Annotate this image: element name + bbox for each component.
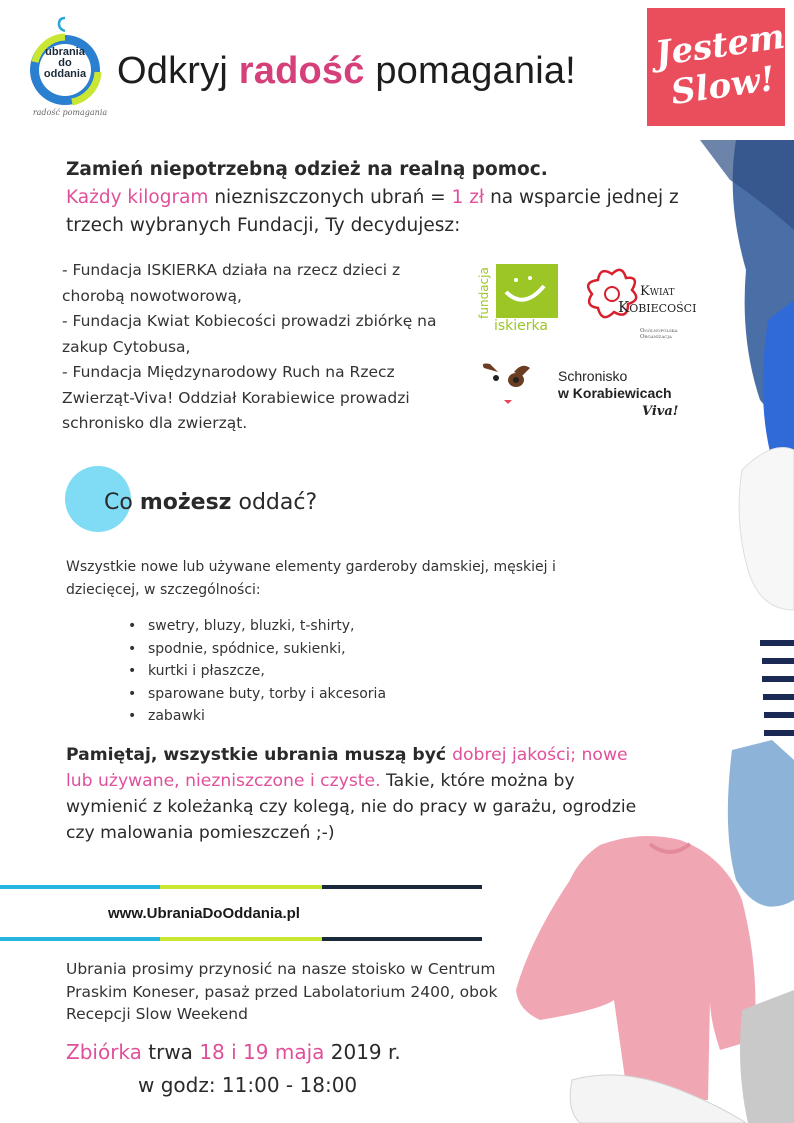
section-title-c: oddać? (231, 490, 318, 515)
intro-text (66, 156, 686, 240)
list-item: • sparowane buty, torby i akcesoria (128, 683, 386, 706)
headline-part1: Odkryj (117, 50, 239, 92)
donation-items-list (128, 615, 386, 728)
logo-line3: oddania (43, 68, 87, 80)
collection-dates (66, 1040, 401, 1064)
collection-hours: w godz: 11:00 - 18:00 (138, 1073, 358, 1097)
iskierka-bottom-text: iskierka (494, 318, 548, 334)
dog-face-icon (478, 360, 534, 410)
dates-mid: trwa (141, 1040, 200, 1064)
badge-line2: Slow! (668, 58, 778, 114)
dates-highlight1: Zbiórka (66, 1040, 142, 1064)
schronisko-line1: Schronisko (558, 368, 628, 384)
slow-weekend-badge (647, 8, 788, 126)
remember-part2: Takie, które można by wymienić z koleżanką czy kolegą, nie do pracy w garażu, ogrodzie czy malowania pomieszczeń ;-) (66, 771, 637, 843)
page-headline (117, 50, 576, 93)
list-item: • kurtki i płaszcze, (128, 660, 386, 683)
brand-logo (22, 12, 108, 124)
remember-highlight: dobrej jakości; nowe lub używane, niezniszczone i czyste. (66, 745, 628, 791)
intro-highlight1: Każdy kilogram (66, 187, 209, 208)
section-intro: Wszystkie nowe lub używane elementy garderoby damskiej, męskiej i dziecięcej, w szczególności: (66, 559, 556, 598)
section-title (104, 490, 317, 515)
section-title-a: Co (104, 490, 140, 515)
intro-highlight2: 1 zł (451, 187, 485, 208)
kwiat-kobiecosci-logo (580, 262, 710, 342)
viva-text: Viva! (642, 404, 679, 419)
logo-tagline: radość pomagania (32, 108, 108, 117)
foundation-item: - Fundacja Kwiat Kobiecości prowadzi zbiórkę na zakup Cytobusa, (62, 312, 437, 356)
foundations-list (62, 258, 462, 437)
intro-line1: Zamień niepotrzebną odzież na realną pomoc. (66, 159, 548, 180)
foundation-item: - Fundacja ISKIERKA działa na rzecz dzieci z chorobą nowotworową, (62, 261, 401, 305)
list-item: • swetry, bluzy, bluzki, t-shirty, (128, 615, 386, 638)
foundation-item: - Fundacja Międzynarodowy Ruch na Rzecz Zwierząt-Viva! Oddział Korabiewice prowadzi schronisko dla zwierząt. (62, 363, 410, 432)
divider-bottom (0, 937, 482, 941)
section-title-b: możesz (139, 490, 232, 515)
list-item: • zabawki (128, 705, 386, 728)
intro-mid: niezniszczonych ubrań = (208, 187, 452, 208)
dates-highlight2: 18 i 19 maja (199, 1040, 325, 1064)
remember-part1: Pamiętaj, wszystkie ubrania muszą być (66, 745, 453, 765)
kwiat-line2: Kobiecości (618, 298, 697, 316)
logo-line2: do (58, 57, 72, 69)
list-item: • spodnie, spódnice, sukienki, (128, 638, 386, 661)
iskierka-top-text: fundacja (476, 267, 491, 319)
headline-part2: pomagania! (364, 50, 576, 92)
schronisko-logo (478, 360, 688, 420)
schronisko-line2: w Korabiewicach (558, 385, 672, 401)
logo-line1: ubrania (45, 46, 85, 58)
kwiat-line1: Kwiat (640, 284, 675, 299)
divider-top (0, 885, 482, 889)
badge-line1: Jestem (652, 16, 788, 75)
dropoff-location: Ubrania prosimy przynosić na nasze stoisko w Centrum Praskim Koneser, pasaż przed Labolatorium 2400, obok Recepcji Slow Weekend (66, 960, 498, 1023)
iskierka-logo (474, 262, 560, 334)
quality-note (66, 742, 656, 846)
dates-end: 2019 r. (324, 1040, 401, 1064)
headline-highlight: radość (238, 50, 365, 92)
intro-end: na wsparcie jednej z trzech wybranych Fundacji, Ty decydujesz: (66, 187, 679, 236)
kwiat-sub: Ogólnopolska Organizacja (640, 328, 678, 340)
intro-body (66, 184, 686, 240)
website-link[interactable]: www.UbraniaDoOddania.pl (108, 905, 300, 922)
